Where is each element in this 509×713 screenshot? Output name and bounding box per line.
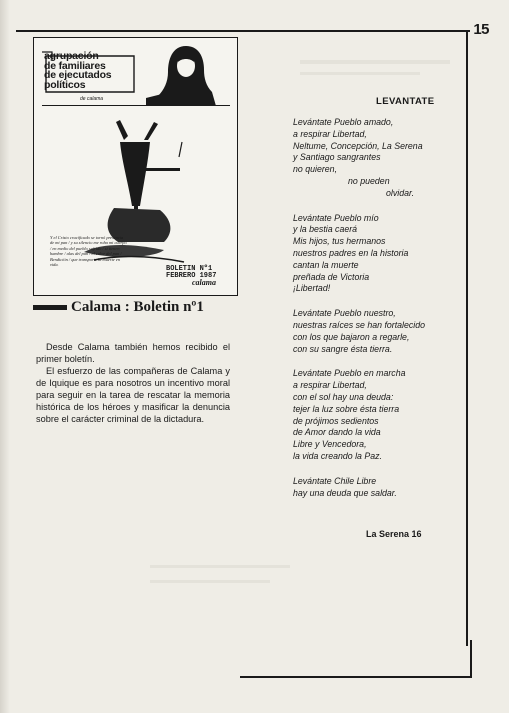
poem-line: ¡Libertad! (293, 283, 331, 294)
poem-line: Mis hijos, tus hermanos (293, 236, 386, 247)
woman-silhouette-icon (146, 42, 220, 108)
logo-subtitle: de calama (80, 96, 104, 102)
poem-stanza (293, 213, 463, 296)
logo-line: políticos (44, 78, 86, 91)
poem-stanza (293, 476, 463, 500)
article-paragraph: El esfuerzo de las compañeras de Calama y de Iquique es para nosotros un incentivo moral para seguir en la tarea de rescatar la memoria histórica de los héroes y masificar la denuncia sobre el carácter criminal de la dictadura. (36, 366, 230, 424)
poem-stanza (293, 308, 463, 355)
page-number: 15 (473, 21, 489, 38)
stamp-line: BOLETIN Nº1 (166, 265, 213, 273)
poem-line: a respirar Libertad, (293, 128, 367, 139)
article-title: Calama : Boletin nº1 (71, 299, 204, 315)
bleed-through (300, 60, 450, 64)
poem-line: Neltume, Concepción, La Serena (293, 140, 423, 151)
poem-signature: La Serena 16 (366, 529, 422, 539)
top-rule (16, 30, 470, 32)
poem-line: y Santiago sangrantes (293, 152, 381, 163)
poem-line: Libre y Vencedora, (293, 439, 367, 450)
stamp-line: FEBRERO 1987 (166, 272, 217, 280)
poem-line: tejer la luz sobre ésta tierra (293, 403, 400, 414)
poem-line: con su sangre ésta tierra. (293, 343, 393, 354)
poem-line: preñada de Victoria (293, 271, 370, 282)
bleed-through (300, 72, 420, 75)
logo-line: de ejecutados (44, 69, 112, 81)
right-frame-rule-lower (470, 640, 472, 678)
bleed-through (150, 580, 270, 583)
poem-line: de prójimos sedientos (293, 415, 379, 426)
poem (293, 117, 463, 512)
right-frame-rule (466, 30, 468, 646)
poem-line: con los que bajaron a regarle, (293, 331, 410, 342)
stamp-signature: calama (192, 278, 216, 287)
poem-line: cantan la muerte (293, 259, 359, 270)
poem-line: no quieren, (293, 164, 338, 175)
poem-line: Levántate Pueblo nuestro, (293, 308, 396, 319)
poem-line: a respirar Libertad, (293, 380, 367, 391)
poem-stanza (293, 368, 463, 462)
poem-line: de Amor dando la vida (293, 427, 381, 438)
bulletin-header (34, 38, 237, 113)
poem-line: Levántate Pueblo amado, (293, 117, 394, 127)
heading-bar (33, 305, 67, 310)
poem-title: LEVANTATE (376, 96, 435, 107)
poem-line: nuestras raíces se han fortalecido (293, 319, 426, 330)
poem-line: y la bestia caerá (293, 224, 358, 235)
article-heading (33, 299, 204, 316)
page-edge-shadow (0, 0, 10, 713)
poem-line: la vida creando la Paz. (293, 450, 382, 461)
header-divider (42, 105, 230, 106)
logo-frame-icon (38, 46, 148, 102)
poem-line: Levántate Pueblo mío (293, 212, 379, 223)
poem-line: hay una deuda que saldar. (293, 487, 397, 498)
poem-line: no pueden (348, 175, 390, 186)
article-paragraph: Desde Calama también hemos recibido el primer boletín. (36, 342, 230, 364)
poem-line: Levántate Pueblo en marcha (293, 368, 406, 379)
bottom-rule (240, 676, 472, 678)
bleed-through (150, 565, 290, 568)
poem-line: Levántate Chile Libre (293, 475, 377, 486)
poem-line: con el sol hay una deuda: (293, 391, 394, 402)
poem-line: nuestros padres en la historia (293, 247, 409, 258)
article-body (36, 341, 230, 425)
poem-line: olvidar. (386, 187, 415, 198)
bulletin-cover-image (33, 37, 238, 296)
logo-line: agrupación (44, 50, 99, 62)
poem-stanza (293, 117, 463, 200)
bulletin-small-poem: Y el Cristo crucificado se tornó presencia de mi pan / y su silencio me roba mi cuerpo / en medio del pueblo sufrido / si tienen hambre / alas del pan / el calor del pan / Bendición / que transporte la muerte en vida. (50, 235, 127, 268)
logo-line: de familiares (44, 59, 106, 72)
